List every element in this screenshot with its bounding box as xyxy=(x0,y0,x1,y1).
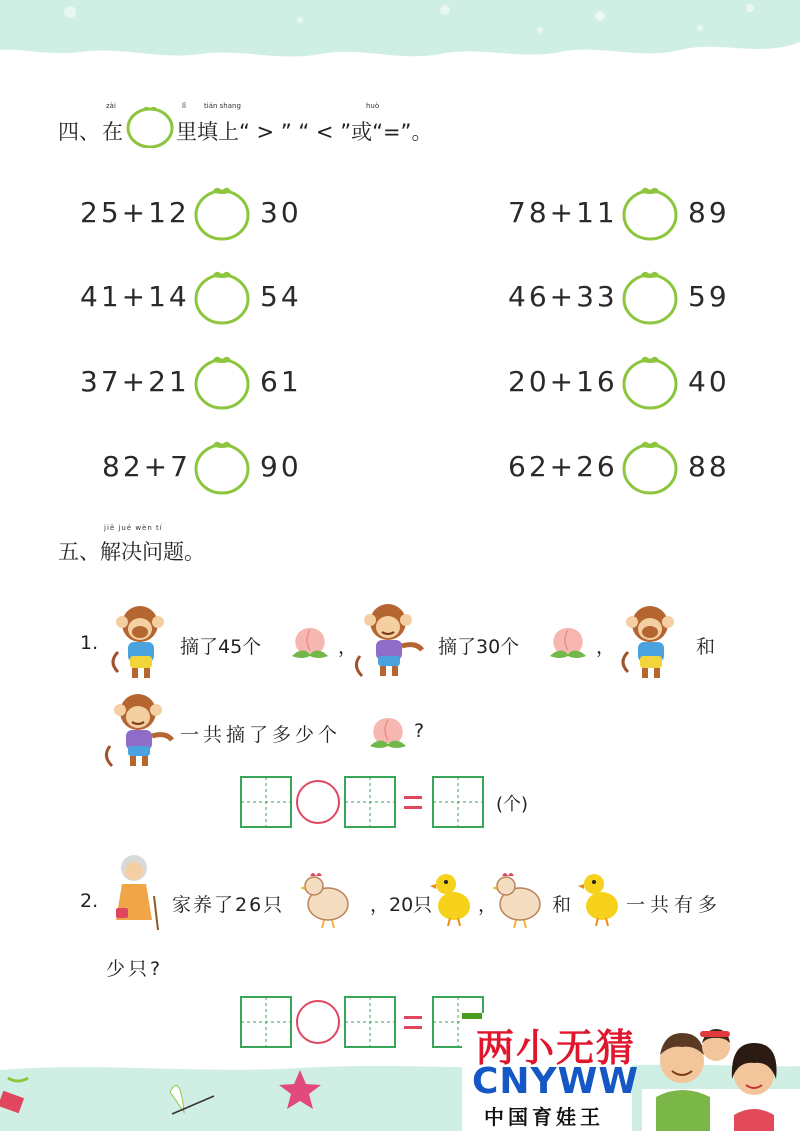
peach-icon xyxy=(546,622,590,662)
answer-circle[interactable] xyxy=(192,266,252,326)
comparison-item xyxy=(508,186,738,246)
comparison-item xyxy=(508,355,738,415)
comparison-expression: 46+33 xyxy=(508,280,618,313)
comparison-value: 40 xyxy=(688,365,730,398)
comparison-expression: 25+12 xyxy=(80,196,190,229)
comparison-value: 59 xyxy=(688,280,730,313)
comparison-item xyxy=(80,440,310,500)
comparison-item xyxy=(80,186,310,246)
equals-sign xyxy=(398,776,428,828)
answer-circle[interactable] xyxy=(620,266,680,326)
answer-grid-box[interactable] xyxy=(240,996,292,1048)
section-4-header xyxy=(58,104,478,148)
answer-grid-box[interactable] xyxy=(344,996,396,1048)
section-5-pinyin: jiě jué wèn tí xyxy=(104,524,163,532)
duck-icon xyxy=(578,868,624,926)
problem-1-unit: (个) xyxy=(496,794,529,815)
pinyin-huo: huò xyxy=(366,102,380,110)
peach-icon xyxy=(288,622,332,662)
top-decorative-band xyxy=(0,0,800,80)
section-5-title: 五、解决问题。 xyxy=(58,540,205,564)
problem-1-comma-2: ， xyxy=(596,636,616,658)
problem-2-text-b: ，20只 xyxy=(370,894,433,916)
comparison-expression: 20+16 xyxy=(508,365,618,398)
answer-circle[interactable] xyxy=(620,436,680,496)
monkey-icon xyxy=(102,690,182,770)
problem-2-number: 2. xyxy=(80,890,99,912)
monkey-icon xyxy=(618,602,680,680)
monkey-icon xyxy=(108,602,170,680)
pinyin-tianshang: tián shang xyxy=(204,102,241,110)
problem-2-text-d: 一共有多 xyxy=(626,894,723,916)
comparison-item xyxy=(80,270,310,330)
problem-1-comma-1: ， xyxy=(338,636,358,658)
problem-2-text-a: 家养了26只 xyxy=(172,894,285,916)
answer-grid-box[interactable] xyxy=(240,776,292,828)
answer-circle[interactable] xyxy=(620,182,680,242)
problem-1-question-mark: ? xyxy=(414,720,425,742)
comparison-value: 90 xyxy=(260,450,302,483)
problem-2-text-c: 和 xyxy=(552,894,572,916)
circle-blank-icon xyxy=(124,104,176,148)
section-4-zai: 在 xyxy=(102,120,123,144)
comparison-expression: 41+14 xyxy=(80,280,190,313)
problem-1-text-a: 摘了45个 xyxy=(180,636,262,658)
problem-1-number: 1. xyxy=(80,632,99,654)
problem-1 xyxy=(80,600,740,830)
problem-2-comma: ， xyxy=(478,894,498,916)
grandma-icon xyxy=(106,852,162,932)
watermark-brand-cn: 两小无猜 xyxy=(476,1026,637,1070)
comparison-item xyxy=(508,440,738,500)
comparison-value: 61 xyxy=(260,365,302,398)
comparison-expression: 82+7 xyxy=(102,450,191,483)
pinyin-zai: zài xyxy=(106,102,116,110)
peach-icon xyxy=(366,712,410,752)
comparison-item xyxy=(508,270,738,330)
answer-grid-box[interactable] xyxy=(432,776,484,828)
hen-icon xyxy=(300,868,352,928)
comparison-value: 88 xyxy=(688,450,730,483)
duck-icon xyxy=(430,868,476,926)
section-5-header xyxy=(58,524,258,564)
comparison-item xyxy=(80,355,310,415)
comparison-value: 54 xyxy=(260,280,302,313)
answer-grid-box[interactable] xyxy=(344,776,396,828)
section-4-prefix: 四、 xyxy=(58,120,100,144)
monkey-icon xyxy=(352,600,432,680)
pinyin-li: lǐ xyxy=(182,102,186,110)
answer-circle[interactable] xyxy=(620,351,680,411)
operator-circle[interactable] xyxy=(294,776,342,828)
equals-sign xyxy=(398,996,428,1048)
comparison-expression: 78+11 xyxy=(508,196,618,229)
answer-circle[interactable] xyxy=(192,351,252,411)
operator-circle[interactable] xyxy=(294,996,342,1048)
comparison-expression: 62+26 xyxy=(508,450,618,483)
comparison-value: 30 xyxy=(260,196,302,229)
section-4-instruction: 里填上“ > ” “ < ”或“=”。 xyxy=(176,120,433,144)
watermark xyxy=(462,1013,800,1131)
problem-1-text-c: 和 xyxy=(696,636,716,658)
problem-1-text-b: 摘了30个 xyxy=(438,636,520,658)
family-illustration xyxy=(642,1019,800,1131)
problem-2-line-2: 少只? xyxy=(106,958,164,980)
hen-icon xyxy=(492,868,544,928)
comparison-expression: 37+21 xyxy=(80,365,190,398)
answer-circle[interactable] xyxy=(192,182,252,242)
answer-circle[interactable] xyxy=(192,436,252,496)
problem-1-question: 一共摘了多少个 xyxy=(180,724,342,746)
watermark-slogan: 中国育娃王 xyxy=(484,1105,604,1129)
comparison-value: 89 xyxy=(688,196,730,229)
watermark-brand-en: CNYWW xyxy=(472,1061,640,1102)
